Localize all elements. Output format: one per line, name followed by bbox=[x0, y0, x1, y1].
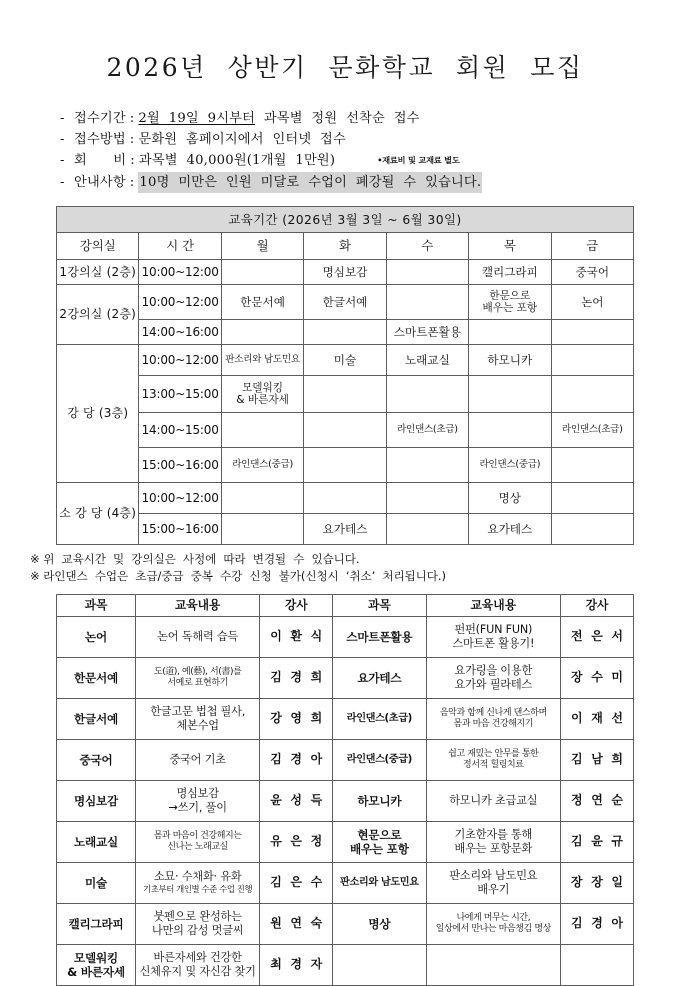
schedule-row bbox=[57, 285, 634, 320]
course-teacher-left: 이 환 식 bbox=[260, 616, 333, 657]
schedule-header-row bbox=[57, 233, 634, 260]
schedule-notes bbox=[30, 551, 662, 586]
bullet-dash: - bbox=[60, 153, 65, 169]
schedule-header-mon: 월 bbox=[221, 233, 303, 260]
schedule-cell-tue bbox=[304, 413, 386, 448]
schedule-time-label: 10:00~12:00 bbox=[139, 483, 221, 514]
course-subject-left: 한글서예 bbox=[57, 698, 136, 739]
schedule-cell-mon: 판소리와 남도민요 bbox=[221, 345, 303, 376]
fee-footnote: •재료비 및 교재료 별도 bbox=[377, 155, 460, 166]
course-row bbox=[57, 780, 634, 821]
schedule-row bbox=[57, 413, 634, 448]
schedule-cell-tue bbox=[304, 320, 386, 345]
schedule-time-label: 13:00~15:00 bbox=[139, 376, 221, 413]
course-row bbox=[57, 944, 634, 985]
schedule-banner-row bbox=[57, 207, 634, 233]
course-content-right bbox=[426, 944, 560, 985]
schedule-cell-tue: 요가테스 bbox=[304, 514, 386, 545]
info-colon: : bbox=[129, 174, 135, 190]
schedule-cell-wed bbox=[386, 376, 468, 413]
course-row bbox=[57, 657, 634, 698]
course-teacher-left: 강 영 희 bbox=[260, 698, 333, 739]
schedule-note-2: ※ 라인댄스 수업은 초급/중급 중복 수강 신청 불가(신청시 ‘취소’ 처리됩니다.) bbox=[30, 569, 446, 584]
schedule-cell-thu: 라인댄스(중급) bbox=[469, 448, 551, 483]
course-teacher-left: 김 경 희 bbox=[260, 657, 333, 698]
course-content-left: 붓펜으로 완성하는 나만의 감성 멋글씨 bbox=[136, 903, 260, 944]
schedule-cell-fri bbox=[551, 483, 633, 514]
schedule-cell-wed: 노래교실 bbox=[386, 345, 468, 376]
course-content-left: 중국어 기초 bbox=[136, 739, 260, 780]
course-content-right: 요가링을 이용한 요가와 필라테스 bbox=[426, 657, 560, 698]
schedule-cell-thu: 한문으로 배우는 포항 bbox=[469, 285, 551, 320]
courses-header-content-left: 교육내용 bbox=[136, 594, 260, 616]
info-value-notice-highlight: 10명 미만은 인원 미달로 수업이 폐강될 수 있습니다. bbox=[138, 172, 482, 193]
course-subject-left: 한문서예 bbox=[57, 657, 136, 698]
course-row bbox=[57, 862, 634, 903]
info-label-registration-period: 접수기간 bbox=[74, 110, 126, 126]
info-label-registration-method: 접수방법 bbox=[74, 131, 126, 147]
schedule-table-container bbox=[28, 206, 662, 545]
schedule-table-body bbox=[57, 207, 634, 545]
bullet-dash: - bbox=[60, 110, 65, 126]
info-label-fee: 회 비 bbox=[74, 153, 127, 169]
course-subject-left: 미술 bbox=[57, 862, 136, 903]
schedule-cell-tue: 한글서예 bbox=[304, 285, 386, 320]
schedule-row bbox=[57, 376, 634, 413]
schedule-header-time: 시 간 bbox=[139, 233, 221, 260]
courses-header-teacher-right: 강사 bbox=[561, 594, 634, 616]
course-teacher-right: 김 남 희 bbox=[561, 739, 634, 780]
schedule-cell-fri bbox=[551, 376, 633, 413]
course-row bbox=[57, 616, 634, 657]
schedule-cell-thu: 요가테스 bbox=[469, 514, 551, 545]
course-subject-left: 모델워킹 & 바른자세 bbox=[57, 944, 136, 985]
course-teacher-right: 장 장 일 bbox=[561, 862, 634, 903]
course-teacher-left: 원 연 숙 bbox=[260, 903, 333, 944]
course-teacher-left: 김 경 아 bbox=[260, 739, 333, 780]
info-row-notice bbox=[60, 172, 662, 193]
schedule-cell-thu: 하모니카 bbox=[469, 345, 551, 376]
schedule-cell-tue bbox=[304, 483, 386, 514]
schedule-cell-wed bbox=[386, 448, 468, 483]
course-teacher-right: 정 연 순 bbox=[561, 780, 634, 821]
info-value-fee: 과목별 40,000원(1개월 1만원) bbox=[138, 153, 336, 169]
schedule-header-wed: 수 bbox=[386, 233, 468, 260]
course-subject-right: 판소리와 남도민요 bbox=[333, 862, 426, 903]
course-teacher-right: 이 재 선 bbox=[561, 698, 634, 739]
course-subject-right: 명상 bbox=[333, 903, 426, 944]
schedule-cell-tue bbox=[304, 376, 386, 413]
info-value-registration-date: 2월 19일 9시부터 bbox=[138, 110, 256, 126]
schedule-room-label: 소 강 당 (4층) bbox=[57, 483, 139, 545]
info-row-registration-period bbox=[60, 108, 662, 129]
schedule-time-label: 10:00~12:00 bbox=[139, 345, 221, 376]
schedule-row bbox=[57, 345, 634, 376]
schedule-row bbox=[57, 514, 634, 545]
course-teacher-right: 장 수 미 bbox=[561, 657, 634, 698]
schedule-cell-thu: 명상 bbox=[469, 483, 551, 514]
course-content-subnote: 기초부터 개인별 수준 수업 진행 bbox=[143, 884, 253, 895]
schedule-row bbox=[57, 260, 634, 285]
courses-table-container bbox=[28, 594, 662, 986]
schedule-header-room: 강의실 bbox=[57, 233, 139, 260]
course-teacher-left: 윤 성 득 bbox=[260, 780, 333, 821]
schedule-cell-thu bbox=[469, 376, 551, 413]
course-subject-left: 논어 bbox=[57, 616, 136, 657]
course-teacher-right: 김 윤 규 bbox=[561, 821, 634, 862]
info-row-fee bbox=[60, 150, 662, 171]
courses-header-subject-left: 과목 bbox=[57, 594, 136, 616]
schedule-time-label: 10:00~12:00 bbox=[139, 260, 221, 285]
course-teacher-left: 김 은 수 bbox=[260, 862, 333, 903]
schedule-time-label: 14:00~15:00 bbox=[139, 413, 221, 448]
course-row bbox=[57, 698, 634, 739]
enrollment-info-block bbox=[60, 108, 662, 194]
schedule-cell-wed: 라인댄스(초급) bbox=[386, 413, 468, 448]
schedule-cell-mon: 모델워킹 & 바른자세 bbox=[221, 376, 303, 413]
schedule-cell-wed bbox=[386, 285, 468, 320]
bullet-dash: - bbox=[60, 131, 65, 147]
schedule-room-label: 1강의실 (2층) bbox=[57, 260, 139, 285]
schedule-cell-mon: 라인댄스(중급) bbox=[221, 448, 303, 483]
course-subject-right: 라인댄스(초급) bbox=[333, 698, 426, 739]
schedule-time-label: 15:00~16:00 bbox=[139, 514, 221, 545]
courses-table bbox=[56, 594, 634, 986]
info-label-notice: 안내사항 bbox=[74, 174, 126, 190]
schedule-cell-tue: 명심보감 bbox=[304, 260, 386, 285]
course-subject-right: 라인댄스(중급) bbox=[333, 739, 426, 780]
schedule-cell-fri bbox=[551, 345, 633, 376]
course-content-left: 도(道), 예(藝), 서(書)를 서예로 표현하기 bbox=[136, 657, 260, 698]
course-content-right: 판소리와 남도민요 배우기 bbox=[426, 862, 560, 903]
schedule-cell-wed bbox=[386, 483, 468, 514]
schedule-row bbox=[57, 483, 634, 514]
schedule-cell-fri bbox=[551, 320, 633, 345]
course-content-left: 한글고문 법첩 필사, 체본수업 bbox=[136, 698, 260, 739]
schedule-cell-wed: 스마트폰활용 bbox=[386, 320, 468, 345]
info-colon: : bbox=[130, 153, 135, 169]
course-subject-right: 하모니카 bbox=[333, 780, 426, 821]
info-colon: : bbox=[129, 131, 135, 147]
schedule-room-label: 강 당 (3층) bbox=[57, 345, 139, 483]
schedule-cell-fri bbox=[551, 514, 633, 545]
info-value-registration-suffix: 과목별 정원 선착순 접수 bbox=[255, 110, 420, 126]
schedule-cell-mon bbox=[221, 514, 303, 545]
schedule-cell-mon bbox=[221, 320, 303, 345]
course-teacher-right bbox=[561, 944, 634, 985]
course-teacher-left: 유 은 정 bbox=[260, 821, 333, 862]
schedule-header-thu: 목 bbox=[469, 233, 551, 260]
schedule-cell-thu bbox=[469, 320, 551, 345]
course-subject-right: 요가테스 bbox=[333, 657, 426, 698]
schedule-cell-fri: 라인댄스(초급) bbox=[551, 413, 633, 448]
course-content-right: 나에게 머무는 시간, 일상에서 만나는 마음챙김 명상 bbox=[426, 903, 560, 944]
schedule-period-banner: 교육기간 (2026년 3월 3일 ~ 6월 30일) bbox=[57, 207, 634, 233]
course-row bbox=[57, 903, 634, 944]
course-subject-right bbox=[333, 944, 426, 985]
course-subject-left: 중국어 bbox=[57, 739, 136, 780]
schedule-cell-fri: 중국어 bbox=[551, 260, 633, 285]
schedule-row bbox=[57, 320, 634, 345]
course-row bbox=[57, 821, 634, 862]
course-content-right: 기초한자를 통해 배우는 포항문화 bbox=[426, 821, 560, 862]
schedule-time-label: 14:00~16:00 bbox=[139, 320, 221, 345]
courses-header-teacher-left: 강사 bbox=[260, 594, 333, 616]
schedule-table bbox=[56, 206, 634, 545]
schedule-cell-wed bbox=[386, 260, 468, 285]
course-content-right: 쉽고 재밌는 안무를 통한 정서적 힐링치료 bbox=[426, 739, 560, 780]
schedule-header-fri: 금 bbox=[551, 233, 633, 260]
course-content-left: 소묘· 수채화· 유화 기초부터 개인별 수준 수업 진행 bbox=[136, 862, 260, 903]
schedule-header-tue: 화 bbox=[304, 233, 386, 260]
schedule-note-1: ※ 위 교육시간 및 강의실은 사정에 따라 변경될 수 있습니다. bbox=[30, 552, 360, 566]
course-content-right: 펀펀(FUN FUN) 스마트폰 활용기! bbox=[426, 616, 560, 657]
courses-header-subject-right: 과목 bbox=[333, 594, 426, 616]
schedule-cell-mon bbox=[221, 260, 303, 285]
courses-header-row bbox=[57, 594, 634, 616]
schedule-cell-mon: 한문서예 bbox=[221, 285, 303, 320]
course-teacher-right: 김 경 아 bbox=[561, 903, 634, 944]
schedule-cell-thu bbox=[469, 413, 551, 448]
schedule-cell-wed bbox=[386, 514, 468, 545]
info-colon: : bbox=[129, 110, 135, 126]
schedule-cell-mon bbox=[221, 483, 303, 514]
course-content-left: 논어 독해력 습득 bbox=[136, 616, 260, 657]
course-subject-right: 현문으로 배우는 포항 bbox=[333, 821, 426, 862]
course-content-left: 바른자세와 건강한 신체유지 및 자신감 찾기 bbox=[136, 944, 260, 985]
schedule-cell-tue: 미술 bbox=[304, 345, 386, 376]
course-content-left: 몸과 마음이 건강해지는 신나는 노래교실 bbox=[136, 821, 260, 862]
schedule-cell-fri: 논어 bbox=[551, 285, 633, 320]
course-row bbox=[57, 739, 634, 780]
schedule-cell-mon bbox=[221, 413, 303, 448]
schedule-row bbox=[57, 448, 634, 483]
schedule-cell-fri bbox=[551, 448, 633, 483]
course-teacher-right: 전 은 서 bbox=[561, 616, 634, 657]
course-subject-left: 노래교실 bbox=[57, 821, 136, 862]
schedule-cell-thu: 캘리그라피 bbox=[469, 260, 551, 285]
info-value-registration-method: 문화원 홈페이지에서 인터넷 접수 bbox=[138, 131, 346, 147]
course-subject-left: 캘리그라피 bbox=[57, 903, 136, 944]
course-teacher-left: 최 경 자 bbox=[260, 944, 333, 985]
schedule-time-label: 10:00~12:00 bbox=[139, 285, 221, 320]
courses-table-body bbox=[57, 594, 634, 985]
info-row-registration-method bbox=[60, 129, 662, 150]
course-content-right: 하모니카 초급교실 bbox=[426, 780, 560, 821]
schedule-room-label: 2강의실 (2층) bbox=[57, 285, 139, 345]
bullet-dash: - bbox=[60, 174, 65, 190]
courses-header-content-right: 교육내용 bbox=[426, 594, 560, 616]
course-content-left: 명심보감 →쓰기, 풀이 bbox=[136, 780, 260, 821]
schedule-time-label: 15:00~16:00 bbox=[139, 448, 221, 483]
page-title: 2026년 상반기 문화학교 회원 모집 bbox=[106, 53, 584, 82]
course-content-right: 음악과 함께 신나게 댄스하며 몸과 마음 건강해지기 bbox=[426, 698, 560, 739]
schedule-cell-tue bbox=[304, 448, 386, 483]
course-subject-right: 스마트폰활용 bbox=[333, 616, 426, 657]
course-subject-left: 명심보감 bbox=[57, 780, 136, 821]
